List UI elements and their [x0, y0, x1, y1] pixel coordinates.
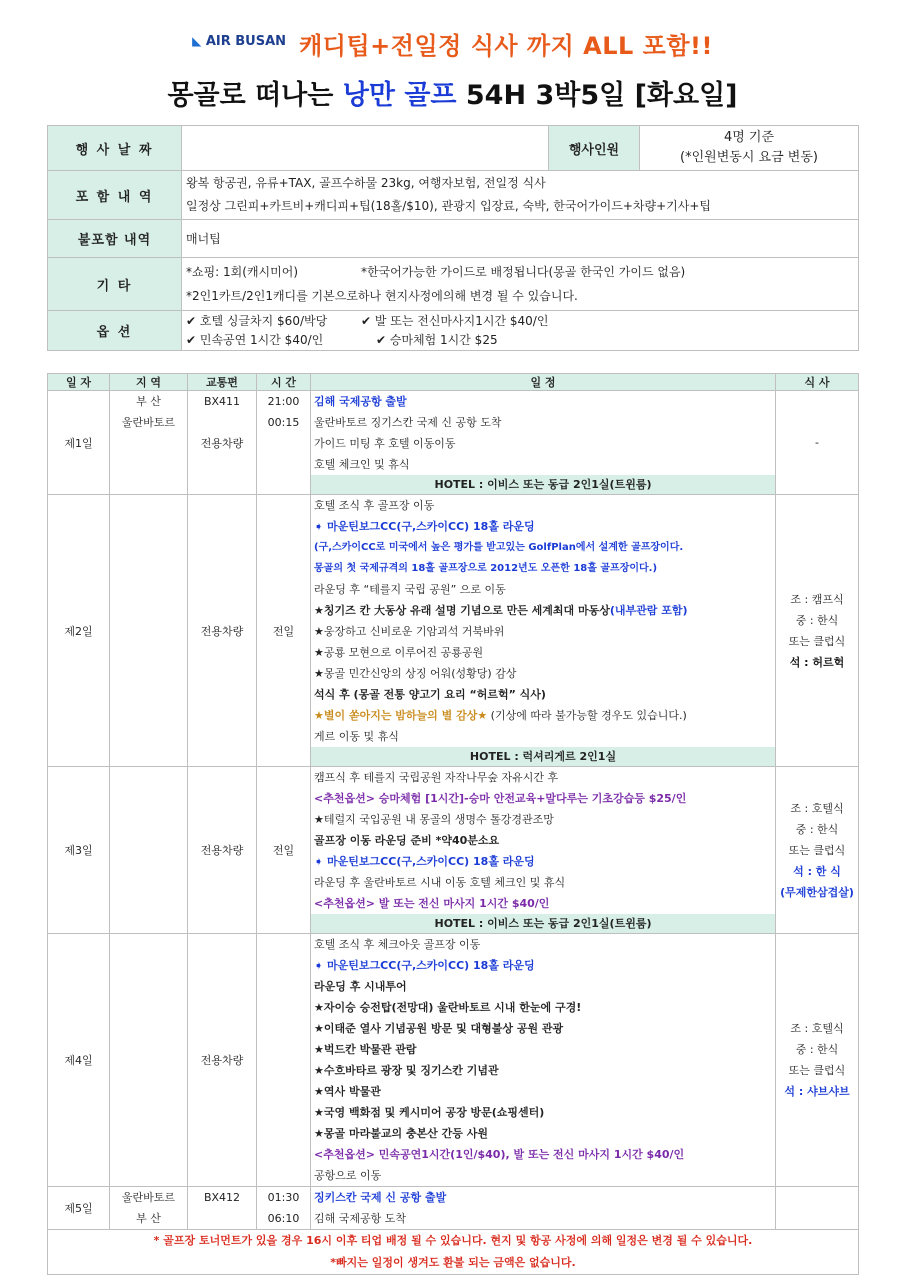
options-label: 옵 션	[48, 311, 182, 351]
table-row	[48, 934, 859, 1187]
col-time: 시 간	[257, 374, 311, 391]
date-value	[182, 126, 549, 171]
col-day: 일 자	[48, 374, 110, 391]
transport-cell: 전용차량	[188, 495, 257, 767]
region-cell	[110, 934, 188, 1187]
meal-cell: 조 : 호텔식 중 : 한식 또는 클럽식 석 : 샤브샤브	[776, 934, 859, 1187]
headline: 캐디팁+전일정 식사 까지 ALL 포함!!	[299, 32, 713, 60]
people-value: 4명 기준 (*인원변동시 요금 변동)	[640, 126, 859, 171]
col-transport: 교통편	[188, 374, 257, 391]
day-cell: 제2일	[48, 495, 110, 767]
time-cell: 21:00 00:15	[257, 391, 311, 495]
time-cell	[257, 934, 311, 1187]
day-cell: 제5일	[48, 1187, 110, 1230]
day-cell: 제1일	[48, 391, 110, 495]
people-label: 행사인원	[549, 126, 640, 171]
footer-notes: * 골프장 토너먼트가 있을 경우 16시 이후 티업 배정 될 수 있습니다. 현지 및 항공 사정에 의해 일정은 변경 될 수 있습니다. *빠지는 일정이 생겨도 환불 되는 금액은 없습니다.	[48, 1230, 859, 1275]
region-cell	[110, 495, 188, 767]
schedule-cell: 징키스칸 국제 신 공항 출발 김해 국제공항 도착	[311, 1187, 776, 1230]
page-title: 몽골로 떠나는 낭만 골프 54H 3박5일 [화요일]	[167, 80, 738, 111]
hotel-banner: HOTEL : 이비스 또는 동급 2인1실(트윈룸)	[311, 475, 775, 494]
included-value: 왕복 항공권, 유류+TAX, 골프수하물 23kg, 여행자보험, 전일정 식사 일정상 그린피+카트비+캐디피+팁(18홀/$10), 관광지 입장료, 숙박, 한국어가이드+차량+기사+팁	[182, 171, 859, 220]
air-busan-logo: ◣ AIR BUSAN	[192, 34, 287, 49]
etc-value: *쇼핑: 1회(캐시미어) *한국어가능한 가이드로 배정됩니다(몽골 한국인 가이드 없음) *2인1카트/2인1캐디를 기본으로하나 현지사정에의해 변경 될 수 있습니다.	[182, 258, 859, 311]
options-value: ✔ 호텔 싱글차지 $60/박당 ✔ 발 또는 전신마사지1시간 $40/인 ✔ 민속공연 1시간 $40/인 ✔ 승마체험 1시간 $25	[182, 311, 859, 351]
region-cell: 울란바토르 부 산	[110, 1187, 188, 1230]
time-cell: 전일	[257, 767, 311, 934]
col-schedule: 일 정	[311, 374, 776, 391]
day-cell: 제4일	[48, 934, 110, 1187]
table-row	[48, 391, 859, 495]
excluded-value: 매너팁	[182, 220, 859, 258]
hotel-banner: HOTEL : 럭셔리게르 2인1실	[311, 747, 775, 766]
schedule-cell: 캠프식 후 테를지 국립공원 자작나무숲 자유시간 후 <추천옵션> 승마체험 [1시간]-승마 안전교육+말다루는 기초강습등 $25/인 ★테럴지 국입공원 내 몽골의 생명수 톨강경관조망 골프장 이동 라운딩 준비 *약40분소요 ➧ 마운틴보그CC(구,스카이CC) 18홀 라운딩 라운딩 후 울란바토르 시내 이동 호텔 체크인 및 휴식 <추천옵션> 발 또는 전신 마사지 1시간 $40/인 HOTEL : 이비스 또는 동급 2인1실(트윈룸)	[311, 767, 776, 934]
meal-cell: 조 : 호텔식 중 : 한식 또는 클럽식 석 : 한 식 (무제한삼겹살)	[776, 767, 859, 934]
time-cell: 전일	[257, 495, 311, 767]
meal-cell: -	[776, 391, 859, 495]
time-cell: 01:30 06:10	[257, 1187, 311, 1230]
table-row	[48, 1187, 859, 1230]
info-table	[47, 125, 859, 351]
region-cell	[110, 767, 188, 934]
schedule-cell: 호텔 조식 후 체크아웃 골프장 이동 ➧ 마운틴보그CC(구,스카이CC) 18홀 라운딩 라운딩 후 시내투어 ★자이승 승전탑(전망대) 울란바토르 시내 한눈에 구경! ★이태준 열사 기념공원 방문 및 대형불상 공원 관광 ★벅드칸 박물관 관람 ★수흐바타르 광장 및 징기스칸 기념관 ★역사 박물관 ★국영 백화점 및 케시미어 공장 방문(쇼핑센터) ★몽골 마라불교의 충본산 간등 사원 <추천옵션> 민속공연1시간(1인/$40), 발 또는 전신 마사지 1시간 $40/인 공항으로 이동	[311, 934, 776, 1187]
date-label: 행 사 날 짜	[48, 126, 182, 171]
included-label: 포 함 내 역	[48, 171, 182, 220]
day-cell: 제3일	[48, 767, 110, 934]
itinerary-table	[47, 373, 859, 1275]
transport-cell: 전용차량	[188, 934, 257, 1187]
schedule-cell: 김해 국제공항 출발 울란바토르 징기스칸 국제 신 공항 도착 가이드 미팅 후 호텔 이동이동 호텔 체크인 및 휴식 HOTEL : 이비스 또는 동급 2인1실(트윈룸)	[311, 391, 776, 495]
headline-row	[0, 26, 905, 61]
table-row	[48, 495, 859, 767]
region-cell: 부 산 울란바토르	[110, 391, 188, 495]
meal-cell	[776, 1187, 859, 1230]
schedule-cell: 호텔 조식 후 골프장 이동 ➧ 마운틴보그CC(구,스카이CC) 18홀 라운딩 (구,스카이CC로 미국에서 높은 평가를 받고있는 GolfPlan에서 설계한 골프장이다. 몽골의 첫 국제규격의 18홀 골프장으로 2012년도 오픈한 18홀 골프장이다.) 라운딩 후 “테를지 국립 공원” 으로 이동 ★칭기즈 칸 大동상 유래 설명 기념으로 만든 세계최대 마동상(내부관람 포함) ★웅장하고 신비로운 기암괴석 거북바위 ★공룡 모현으로 이루어진 공룡공원 ★몽골 민간신앙의 상징 어워(성황당) 감상 석식 후 (몽골 전통 양고기 요리 “허르헉” 식사) ★별이 쏟아지는 밤하늘의 별 감상★ (기상에 따라 불가능할 경우도 있습니다.) 게르 이동 및 휴식 HOTEL : 럭셔리게르 2인1실	[311, 495, 776, 767]
transport-cell: 전용차량	[188, 767, 257, 934]
transport-cell: BX411 전용차량	[188, 391, 257, 495]
hotel-banner: HOTEL : 이비스 또는 동급 2인1실(트윈룸)	[311, 914, 775, 933]
transport-cell: BX412	[188, 1187, 257, 1230]
col-meals: 식 사	[776, 374, 859, 391]
col-region: 지 역	[110, 374, 188, 391]
table-row	[48, 767, 859, 934]
etc-label: 기 타	[48, 258, 182, 311]
bird-icon: ◣	[192, 34, 202, 48]
meal-cell: 조 : 캠프식 중 : 한식 또는 클럽식 석 : 허르헉	[776, 495, 859, 767]
excluded-label: 불포함 내역	[48, 220, 182, 258]
